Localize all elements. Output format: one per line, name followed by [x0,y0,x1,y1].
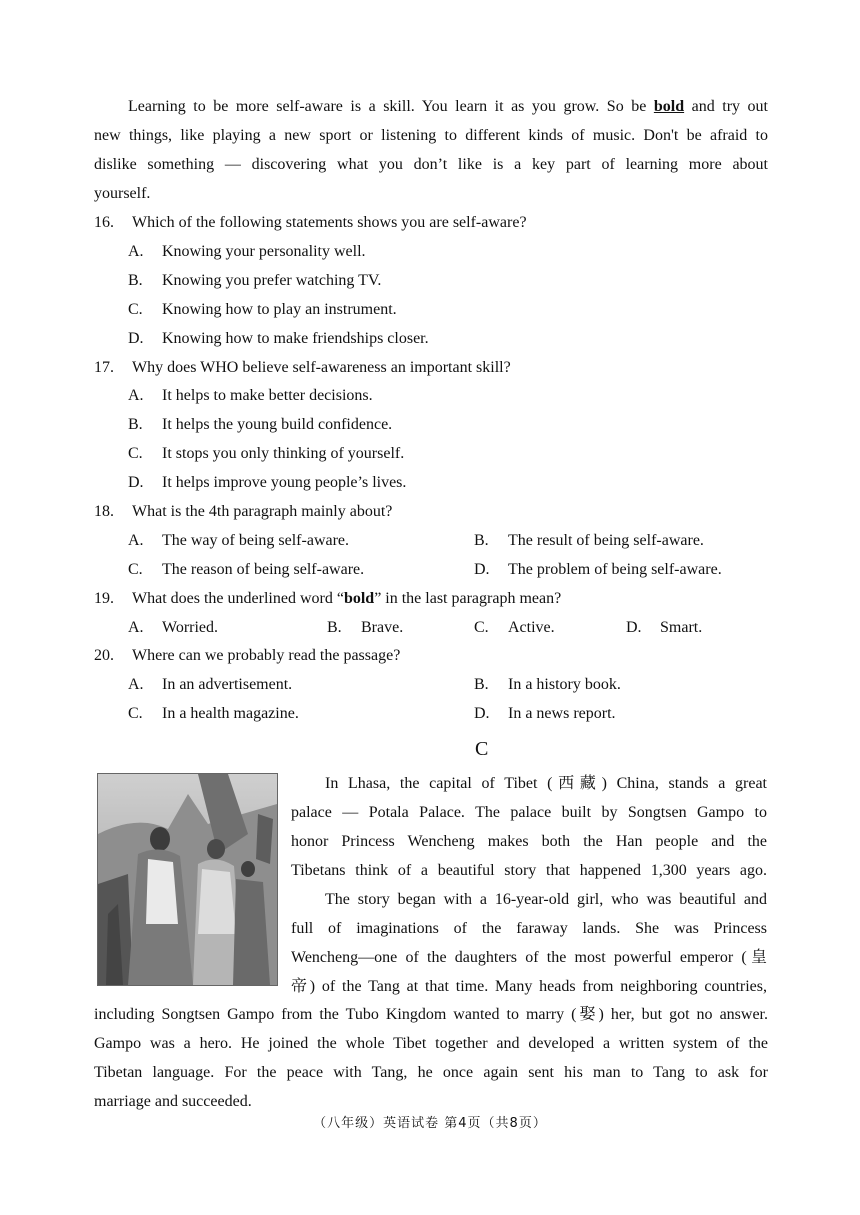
option-17b: B. It helps the young build confidence. [128,416,393,433]
bold-word: bold [653,98,685,115]
passage-c-line: including Songtsen Gampo from the Tubo Kingdom wanted to marry (娶) her, but got no answer. [94,1006,768,1023]
passage-c-line: full of imaginations of the faraway lands. She was Princess [291,920,767,937]
passage-line: Learning to be more self-aware is a skill. You learn it as you grow. So be bold and try out [128,98,768,115]
question-16: 16. Which of the following statements shows you are self-aware? [94,214,527,231]
princess-wencheng-picture [97,773,278,986]
option-18c: C. The reason of being self-aware. [128,561,365,578]
option-19a: A. Worried. [128,619,219,636]
passage-c-line: The story began with a 16-year-old girl, who was beautiful and [325,891,767,908]
question-19: 19. What does the underlined word “bold” in the last paragraph mean? [94,590,562,607]
section-heading: C [475,738,489,760]
question-20: 20. Where can we probably read the passage? [94,647,401,664]
option-20a: A. In an advertisement. [128,676,293,693]
option-17c: C. It stops you only thinking of yourself. [128,445,405,462]
bold-word-quote: bold [343,590,375,607]
passage-c-line: Tibetan language. For the peace with Tang, he once again sent his man to Tang to ask for [94,1064,768,1081]
question-18: 18. What is the 4th paragraph mainly about? [94,503,393,520]
passage-c-line: 帝) of the Tang at that time. Many heads from neighboring countries, [291,978,767,995]
option-16d: D. Knowing how to make friendships closer. [128,330,429,347]
passage-c-line: In Lhasa, the capital of Tibet (西藏) China, stands a great [325,775,767,792]
passage-c-line: palace — Potala Palace. The palace built by Songtsen Gampo to [291,804,767,821]
option-20b: B. In a history book. [474,676,621,693]
passage-line: yourself. [94,185,151,202]
option-20d: D. In a news report. [474,705,616,722]
option-19d: D. Smart. [626,619,703,636]
question-17: 17. Why does WHO believe self-awareness an important skill? [94,359,511,376]
passage-c-line: honor Princess Wencheng makes both the Han people and the [291,833,767,850]
option-19c: C. Active. [474,619,555,636]
passage-c-line: Tibetans think of a beautiful story that happened 1,300 years ago. [291,862,767,879]
option-16c: C. Knowing how to play an instrument. [128,301,397,318]
passage-line: new things, like playing a new sport or listening to different kinds of music. Don't be afraid to [94,127,768,144]
page-footer: （八年级）英语试卷 第4页（共8页） [313,1116,547,1131]
option-17d: D. It helps improve young people’s lives. [128,474,407,491]
passage-c-line: Wencheng—one of the daughters of the most powerful emperor (皇 [291,949,767,966]
option-18d: D. The problem of being self-aware. [474,561,722,578]
option-17a: A. It helps to make better decisions. [128,387,373,404]
passage-c-line: Gampo was a hero. He joined the whole Tibet together and developed a written system of the [94,1035,768,1052]
option-16b: B. Knowing you prefer watching TV. [128,272,382,289]
option-18b: B. The result of being self-aware. [474,532,704,549]
option-19b: B. Brave. [327,619,404,636]
passage-c-line: marriage and succeeded. [94,1093,252,1110]
option-20c: C. In a health magazine. [128,705,299,722]
option-18a: A. The way of being self-aware. [128,532,350,549]
option-16a: A. Knowing your personality well. [128,243,366,260]
passage-line: dislike something — discovering what you don’t like is a key part of learning more about [94,156,768,173]
